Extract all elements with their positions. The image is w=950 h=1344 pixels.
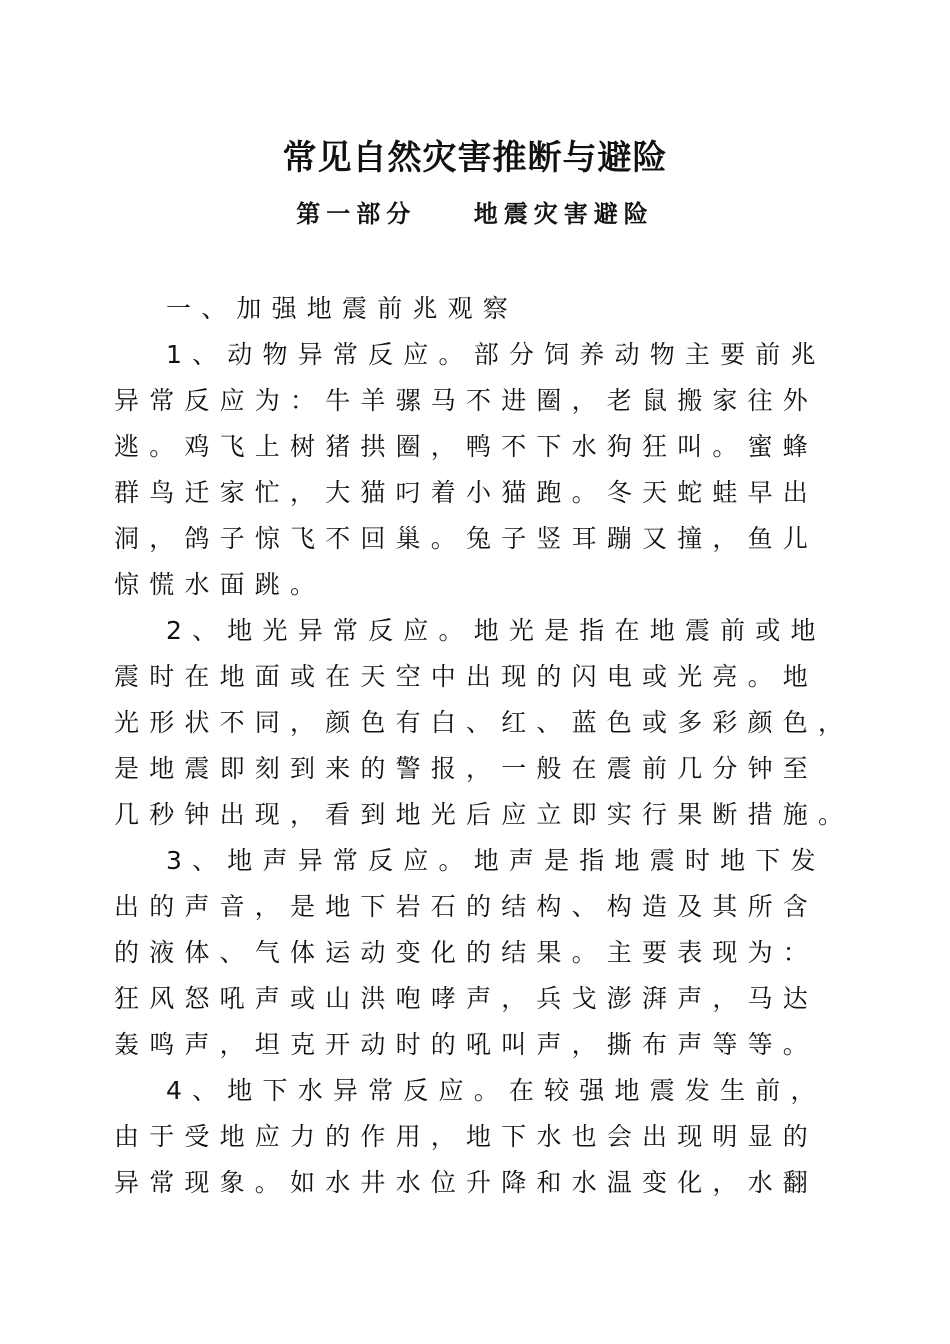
body-text-line: 轰鸣声，坦克开动时的吼叫声，撕布声等等。 <box>114 1030 819 1059</box>
body-text-line: 一、加强地震前兆观察 <box>166 294 519 323</box>
body-text-line: 异常现象。如水井水位升降和水温变化，水翻 <box>114 1168 819 1197</box>
document-subtitle: 第一部分 地震灾害避险 <box>296 199 654 228</box>
body-text-line: 群鸟迁家忙，大猫叼着小猫跑。冬天蛇蛙早出 <box>114 478 819 507</box>
body-text-line: 是地震即刻到来的警报，一般在震前几分钟至 <box>114 754 819 783</box>
body-text-line: 震时在地面或在天空中出现的闪电或光亮。地 <box>114 662 819 691</box>
body-text-line: 光形状不同，颜色有白、红、蓝色或多彩颜色， <box>114 708 854 737</box>
document-title: 常见自然灾害推断与避险 <box>282 138 668 178</box>
body-text-line: 洞，鸽子惊飞不回巢。兔子竖耳蹦又撞，鱼儿 <box>114 524 819 553</box>
body-text-line: 狂风怒吼声或山洪咆哮声，兵戈澎湃声，马达 <box>114 984 819 1013</box>
body-text-line: 逃。鸡飞上树猪拱圈，鸭不下水狗狂叫。蜜蜂 <box>114 432 819 461</box>
body-text-line: 惊慌水面跳。 <box>114 570 326 599</box>
body-text-line: 异常反应为：牛羊骡马不进圈，老鼠搬家往外 <box>114 386 819 415</box>
body-text-line: 3、地声异常反应。地声是指地震时地下发 <box>166 846 826 875</box>
body-text-line: 出的声音，是地下岩石的结构、构造及其所含 <box>114 892 819 921</box>
body-text-line: 由于受地应力的作用，地下水也会出现明显的 <box>114 1122 819 1151</box>
body-text-line: 1、动物异常反应。部分饲养动物主要前兆 <box>166 340 826 369</box>
body-text-line: 几秒钟出现，看到地光后应立即实行果断措施。 <box>114 800 854 829</box>
body-text-line: 2、地光异常反应。地光是指在地震前或地 <box>166 616 826 645</box>
document-body <box>114 286 854 1206</box>
body-text-line: 4、地下水异常反应。在较强地震发生前， <box>166 1076 826 1105</box>
body-text-line: 的液体、气体运动变化的结果。主要表现为： <box>114 938 819 967</box>
